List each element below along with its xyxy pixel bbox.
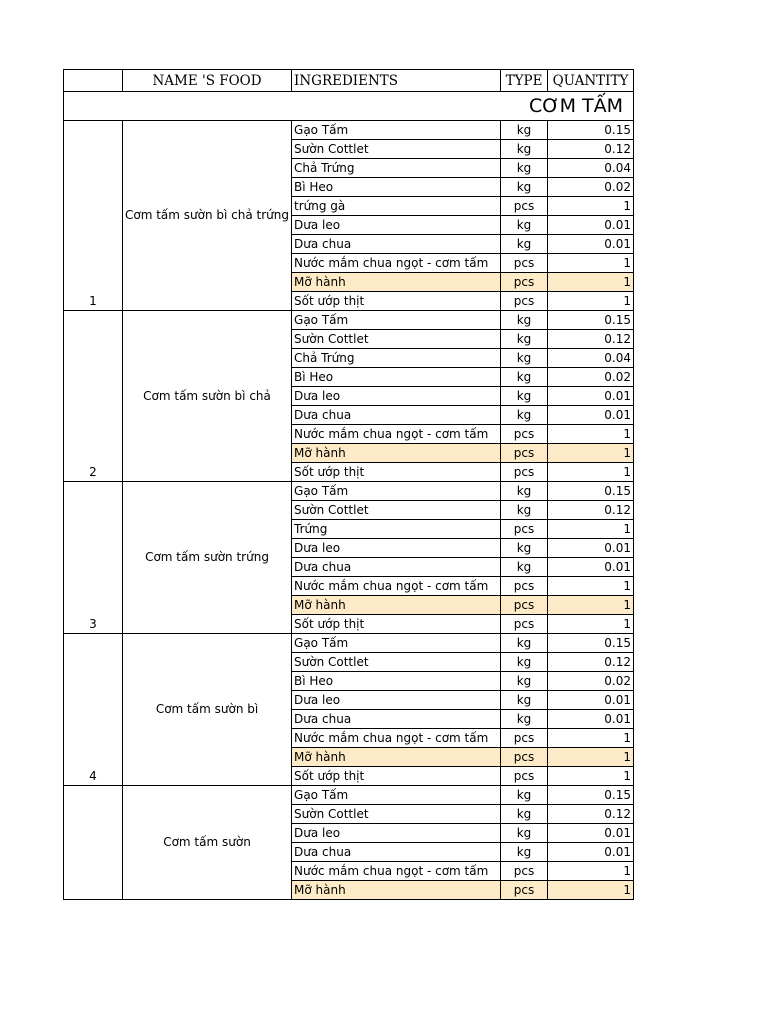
quantity-cell: 0.15 (548, 634, 634, 653)
ingredient-cell: Chả Trứng (292, 159, 501, 178)
quantity-cell: 0.12 (548, 805, 634, 824)
dish-name: Cơm tấm sườn bì chả trứng (123, 121, 292, 311)
dish-name: Cơm tấm sườn trứng (123, 482, 292, 634)
type-cell: pcs (501, 254, 548, 273)
quantity-cell: 0.01 (548, 235, 634, 254)
type-cell: kg (501, 558, 548, 577)
quantity-cell: 0.04 (548, 349, 634, 368)
header-type: TYPE (501, 70, 548, 92)
type-cell: kg (501, 824, 548, 843)
header-name: NAME 'S FOOD (123, 70, 292, 92)
dish-number: 3 (64, 482, 123, 634)
type-cell: kg (501, 539, 548, 558)
ingredient-cell: Sườn Cottlet (292, 653, 501, 672)
type-cell: kg (501, 653, 548, 672)
quantity-cell: 1 (548, 596, 634, 615)
ingredient-cell: Sốt ướp thịt (292, 292, 501, 311)
ingredient-cell: Nước mắm chua ngọt - cơm tấm (292, 577, 501, 596)
header-quantity: QUANTITY (548, 70, 634, 92)
dish-number: 2 (64, 311, 123, 482)
quantity-cell: 1 (548, 729, 634, 748)
type-cell: kg (501, 634, 548, 653)
ingredient-cell: Nước mắm chua ngọt - cơm tấm (292, 862, 501, 881)
type-cell: kg (501, 843, 548, 862)
ingredient-cell: Nước mắm chua ngọt - cơm tấm (292, 729, 501, 748)
table-row (64, 311, 634, 330)
quantity-cell: 0.02 (548, 368, 634, 387)
ingredient-cell: Gạo Tấm (292, 311, 501, 330)
quantity-cell: 0.01 (548, 824, 634, 843)
dish-name: Cơm tấm sườn bì (123, 634, 292, 786)
ingredient-cell: Mỡ hành (292, 444, 501, 463)
quantity-cell: 0.01 (548, 406, 634, 425)
quantity-cell: 1 (548, 463, 634, 482)
header-no (64, 70, 123, 92)
table-row (64, 634, 634, 653)
quantity-cell: 1 (548, 425, 634, 444)
quantity-cell: 1 (548, 520, 634, 539)
ingredient-cell: trứng gà (292, 197, 501, 216)
type-cell: pcs (501, 596, 548, 615)
quantity-cell: 1 (548, 615, 634, 634)
ingredient-cell: Sốt ướp thịt (292, 463, 501, 482)
type-cell: kg (501, 691, 548, 710)
quantity-cell: 0.15 (548, 786, 634, 805)
ingredient-cell: Bì Heo (292, 672, 501, 691)
ingredient-cell: Gạo Tấm (292, 121, 501, 140)
ingredient-cell: Dưa leo (292, 216, 501, 235)
type-cell: kg (501, 235, 548, 254)
ingredient-cell: Nước mắm chua ngọt - cơm tấm (292, 425, 501, 444)
dish-number (64, 786, 123, 900)
dish-number: 4 (64, 634, 123, 786)
quantity-cell: 1 (548, 748, 634, 767)
quantity-cell: 1 (548, 577, 634, 596)
type-cell: kg (501, 178, 548, 197)
quantity-cell: 1 (548, 197, 634, 216)
table-row (64, 786, 634, 805)
quantity-cell: 0.01 (548, 387, 634, 406)
ingredient-cell: Sườn Cottlet (292, 140, 501, 159)
ingredient-cell: Dưa chua (292, 558, 501, 577)
ingredient-cell: Dưa chua (292, 235, 501, 254)
type-cell: kg (501, 159, 548, 178)
recipe-table (63, 69, 634, 900)
quantity-cell: 1 (548, 881, 634, 900)
type-cell: kg (501, 387, 548, 406)
quantity-cell: 0.01 (548, 216, 634, 235)
ingredient-cell: Bì Heo (292, 368, 501, 387)
table-row (64, 121, 634, 140)
type-cell: pcs (501, 577, 548, 596)
quantity-cell: 0.12 (548, 653, 634, 672)
ingredient-cell: Sốt ướp thịt (292, 615, 501, 634)
type-cell: kg (501, 140, 548, 159)
type-cell: pcs (501, 292, 548, 311)
ingredient-cell: Mỡ hành (292, 596, 501, 615)
quantity-cell: 0.01 (548, 843, 634, 862)
ingredient-cell: Gạo Tấm (292, 634, 501, 653)
type-cell: pcs (501, 273, 548, 292)
type-cell: pcs (501, 520, 548, 539)
ingredient-cell: Sốt ướp thịt (292, 767, 501, 786)
type-cell: pcs (501, 881, 548, 900)
ingredient-cell: Sườn Cottlet (292, 805, 501, 824)
type-cell: kg (501, 349, 548, 368)
type-cell: pcs (501, 748, 548, 767)
ingredient-cell: Trứng (292, 520, 501, 539)
header-ingredients: INGREDIENTS (292, 70, 501, 92)
table-row (64, 482, 634, 501)
ingredient-cell: Dưa leo (292, 387, 501, 406)
ingredient-cell: Chả Trứng (292, 349, 501, 368)
type-cell: kg (501, 501, 548, 520)
type-cell: kg (501, 311, 548, 330)
ingredient-cell: Dưa chua (292, 406, 501, 425)
quantity-cell: 0.02 (548, 672, 634, 691)
ingredient-cell: Mỡ hành (292, 881, 501, 900)
ingredient-cell: Nước mắm chua ngọt - cơm tấm (292, 254, 501, 273)
ingredient-cell: Sườn Cottlet (292, 330, 501, 349)
type-cell: pcs (501, 862, 548, 881)
type-cell: kg (501, 710, 548, 729)
type-cell: kg (501, 482, 548, 501)
type-cell: kg (501, 330, 548, 349)
type-cell: kg (501, 368, 548, 387)
quantity-cell: 0.01 (548, 691, 634, 710)
quantity-cell: 1 (548, 273, 634, 292)
type-cell: kg (501, 121, 548, 140)
type-cell: pcs (501, 729, 548, 748)
type-cell: pcs (501, 615, 548, 634)
type-cell: kg (501, 805, 548, 824)
ingredient-cell: Mỡ hành (292, 273, 501, 292)
quantity-cell: 0.01 (548, 539, 634, 558)
quantity-cell: 0.04 (548, 159, 634, 178)
type-cell: kg (501, 406, 548, 425)
ingredient-cell: Dưa chua (292, 710, 501, 729)
type-cell: kg (501, 216, 548, 235)
type-cell: kg (501, 786, 548, 805)
type-cell: pcs (501, 463, 548, 482)
type-cell: pcs (501, 197, 548, 216)
quantity-cell: 0.12 (548, 501, 634, 520)
type-cell: pcs (501, 767, 548, 786)
quantity-cell: 1 (548, 292, 634, 311)
dish-number: 1 (64, 121, 123, 311)
quantity-cell: 0.12 (548, 330, 634, 349)
header-row (64, 70, 634, 92)
quantity-cell: 0.15 (548, 482, 634, 501)
ingredient-cell: Dưa leo (292, 539, 501, 558)
type-cell: pcs (501, 444, 548, 463)
quantity-cell: 1 (548, 254, 634, 273)
section-title: CƠM TẤM (64, 92, 634, 121)
ingredient-cell: Dưa chua (292, 843, 501, 862)
ingredient-cell: Sườn Cottlet (292, 501, 501, 520)
ingredient-cell: Dưa leo (292, 824, 501, 843)
ingredient-cell: Mỡ hành (292, 748, 501, 767)
ingredient-cell: Gạo Tấm (292, 482, 501, 501)
ingredient-cell: Gạo Tấm (292, 786, 501, 805)
type-cell: kg (501, 672, 548, 691)
quantity-cell: 0.01 (548, 710, 634, 729)
type-cell: pcs (501, 425, 548, 444)
quantity-cell: 0.15 (548, 311, 634, 330)
quantity-cell: 0.15 (548, 121, 634, 140)
quantity-cell: 1 (548, 444, 634, 463)
dish-name: Cơm tấm sườn (123, 786, 292, 900)
ingredient-cell: Dưa leo (292, 691, 501, 710)
dish-name: Cơm tấm sườn bì chả (123, 311, 292, 482)
quantity-cell: 1 (548, 862, 634, 881)
quantity-cell: 0.01 (548, 558, 634, 577)
section-row (64, 92, 634, 121)
quantity-cell: 0.02 (548, 178, 634, 197)
quantity-cell: 1 (548, 767, 634, 786)
quantity-cell: 0.12 (548, 140, 634, 159)
ingredient-cell: Bì Heo (292, 178, 501, 197)
